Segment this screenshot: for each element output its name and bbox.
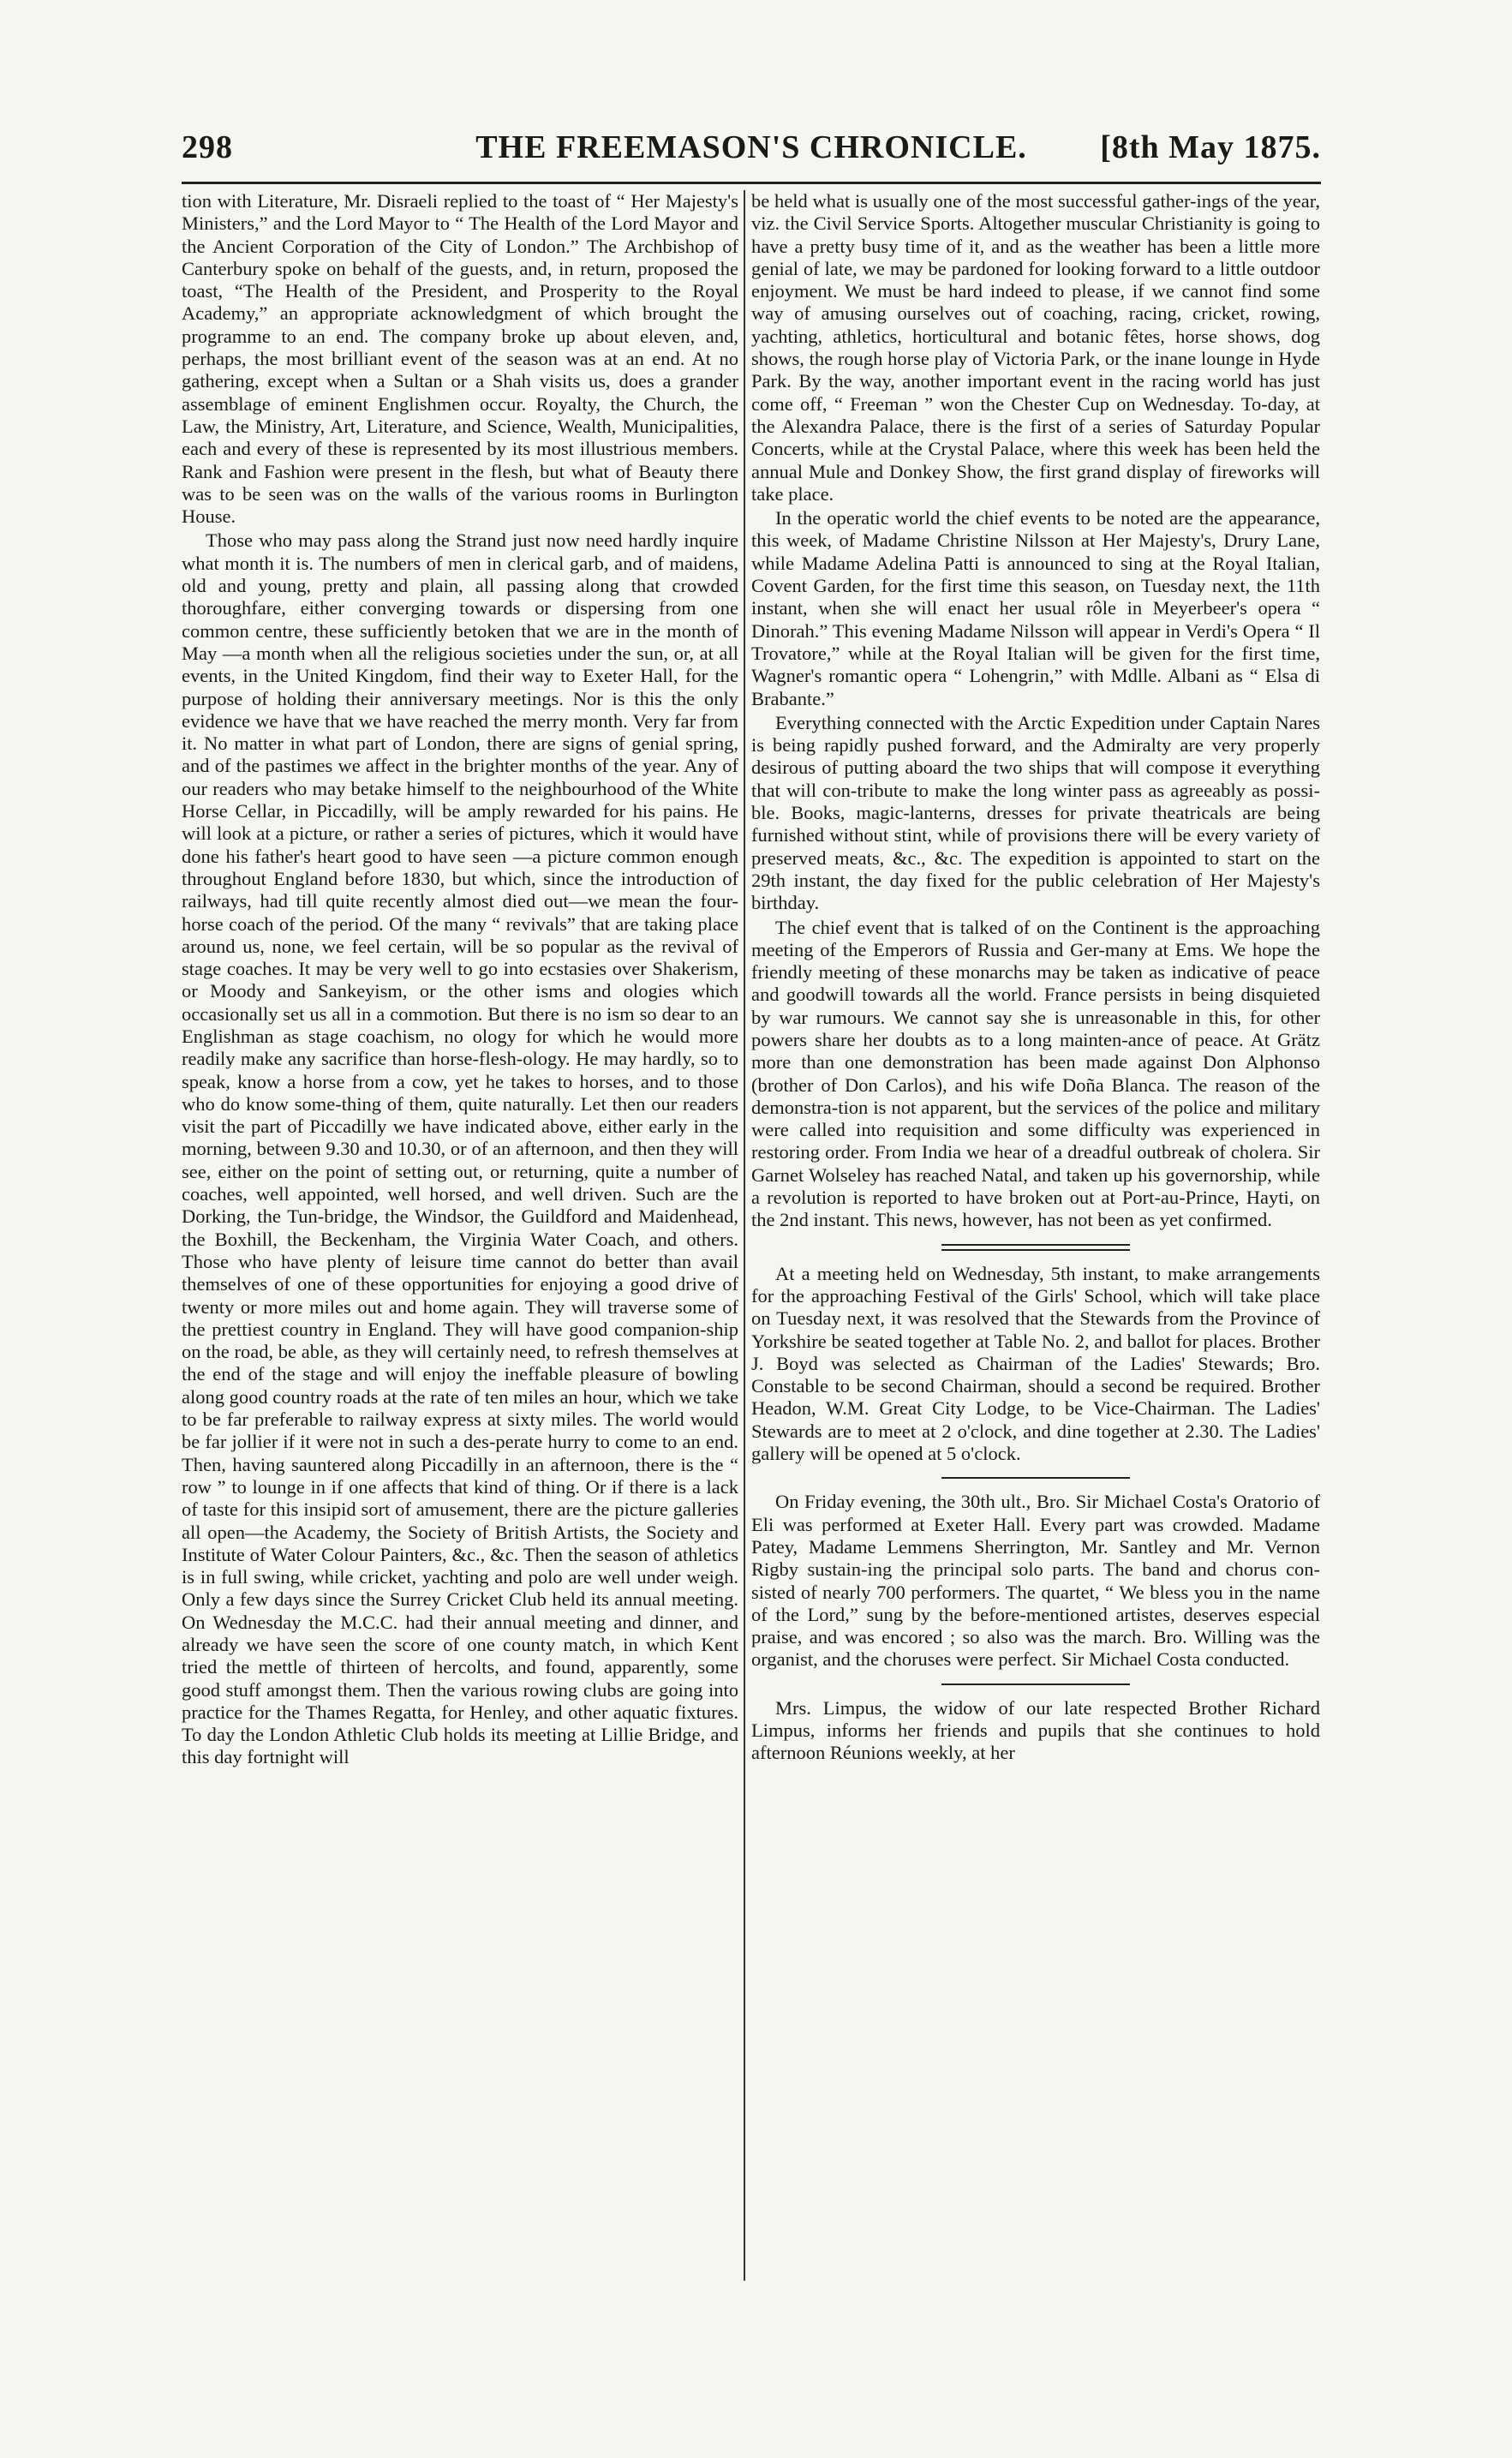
article-paragraph: Mrs. Limpus, the widow of our late respected Brother Richard Limpus, informs her friends and pupils that she continues to hold afternoon Réunions weekly, at her (751, 1696, 1320, 1764)
page-number: 298 (182, 129, 233, 165)
article-paragraph: Everything connected with the Arctic Expedition under Captain Nares is being rapidly pushed forward, and the Admiralty are very properly desirous of putting aboard the two ships that will compose it everything that will con-tribute to make the long winter pass as agreeably as possi-ble. Books, magic-lanterns, dresses for private theatricals are being furnished without stint, while of provisions there will be every variety of preserved meats, &c., &c. The expedition is appointed to start on the 29th instant, the day fixed for the public celebration of Her Majesty's birthday. (751, 711, 1320, 914)
article-paragraph: be held what is usually one of the most successful gather-ings of the year, viz. the Civil Service Sports. Altogether muscular Christianity is going to have a pretty busy time of it, and as the weather has been a little more genial of late, we may be pardoned for looking forward to a little outdoor enjoyment. We must be hard indeed to please, if we cannot find some way of amusing ourselves out of coaching, racing, cricket, rowing, yachting, athletics, horticultural and botanic fêtes, horse shows, dog shows, the rough horse play of Victoria Park, or the inane lounge in Hyde Park. By the way, another important event in the racing world has just come off, “ Freeman ” won the Chester Cup on Wednesday. To-day, at the Alexandra Palace, there is the first of a series of Saturday Popular Concerts, while at the Crystal Palace, where this week has been held the annual Mule and Donkey Show, the first grand display of fireworks will take place. (751, 190, 1320, 505)
article-paragraph: In the operatic world the chief events to be noted are the appearance, this week, of Madame Christine Nilsson at Her Majesty's, Drury Lane, while Madame Adelina Patti is announced to sing at the Royal Italian, Covent Garden, for the first time this season, on Tuesday next, the 11th instant, when she will enact her usual rôle in Meyerbeer's opera “ Dinorah.” This evening Madame Nilsson will appear in Verdi's Opera “ Il Trovatore,” while at the Royal Italian will be given for the first time, Wagner's romantic opera “ Lohengrin,” with Mdlle. Albani as “ Elsa di Brabante.” (751, 507, 1320, 709)
article-paragraph: On Friday evening, the 30th ult., Bro. Sir Michael Costa's Oratorio of Eli was performed at Exeter Hall. Every part was crowded. Madame Patey, Madame Lemmens Sherrington, Mr. Santley and Mr. Vernon Rigby sustain-ing the principal solo parts. The band and chorus con-sisted of nearly 700 performers. The quartet, “ We bless you in the name of the Lord,” sung by the before-mentioned artistes, deserves especial praise, and was encored ; so also was the march. Bro. Willing was the organist, and the choruses were perfect. Sir Michael Costa conducted. (751, 1491, 1320, 1671)
section-separator (751, 1684, 1320, 1685)
section-separator (751, 1244, 1320, 1251)
header-rule (182, 182, 1321, 184)
issue-date: [8th May 1875. (1100, 129, 1321, 165)
section-separator (751, 1477, 1320, 1479)
column-divider (744, 190, 745, 2281)
right-column (751, 190, 1320, 1767)
article-paragraph: Those who may pass along the Strand just now need hardly inquire what month it is. The numbers of men in clerical garb, and of maidens, old and young, pretty and plain, all passing along that crowded thoroughfare, either converging towards or dispersing from one common centre, these sufficiently betoken that we are in the month of May —a month when all the religious societies under the sun, or, at all events, in the United Kingdom, find their way to Exeter Hall, for the purpose of holding their anniversary meetings. Nor is this the only evidence we have that we have reached the merry month. Very far from it. No matter in what part of London, there are signs of genial spring, and of the pastimes we affect in the brighter months of the year. Any of our readers who may betake himself to the neighbourhood of the White Horse Cellar, in Piccadilly, will be amply rewarded for his pains. He will look at a picture, or rather a series of pictures, which it would have done his father's heart good to have seen —a picture common enough throughout England before 1830, but which, since the introduction of railways, had till quite recently almost died out—we mean the four-horse coach of the period. Of the many “ revivals” that are taking place around us, none, we feel certain, will be so popular as the revival of stage coaches. It may be very well to go into ecstasies over Shakerism, or Moody and Sankeyism, or the other isms and ologies which occasionally set us all in a commotion. But there is no ism so dear to an Englishman as stage coachism, no ology for which he would more readily make any sacrifice than horse-flesh-ology. He may hardly, so to speak, know a horse from a cow, yet he takes to horses, and to those who do know some-thing of them, quite naturally. Let then our readers visit the part of Piccadilly we have indicated above, either early in the morning, between 9.30 and 10.30, or of an afternoon, and then they will see, either on the point of setting out, or returning, quite a number of coaches, well appointed, well horsed, and well driven. Such are the Dorking, the Tun-bridge, the Windsor, the Guildford and Maidenhead, the Boxhill, the Beckenham, the Virginia Water Coach, and others. Those who have plenty of leisure time cannot do better than avail themselves of one of these opportunities for enjoying a good drive of twenty or more miles out and home again. They will traverse some of the prettiest country in England. They will have good companion-ship on the road, be able, as they will certainly need, to refresh themselves at the end of the stage and will enjoy the ineffable pleasure of bowling along good country roads at the rate of ten miles an hour, which we take to be far preferable to railway express at sixty miles. The world would be far jollier if it were not in such a des-perate hurry to come to an end. Then, having sauntered along Piccadilly in an afternoon, there is the “ row ” to lounge in if one affects that kind of thing. Or if there is a lack of taste for this insipid sort of amusement, there are the picture galleries all open—the Academy, the Society of British Artists, the Society and Institute of Water Colour Painters, &c., &c. Then the season of athletics is in full swing, while cricket, yachting and polo are well under weigh. Only a few days since the Surrey Cricket Club held its annual meeting. On Wednesday the M.C.C. had their annual meeting and dinner, and already we have seen the score of one county match, in which Kent tried the mettle of thirteen of hercolts, and found, apparently, some good stuff amongst them. Then the various rowing clubs are going into practice for the Thames Regatta, for Henley, and other aquatic fixtures. To day the London Athletic Club holds its meeting at Lillie Bridge, and this day fortnight will (182, 529, 738, 1768)
article-paragraph: tion with Literature, Mr. Disraeli replied to the toast of “ Her Majesty's Ministers,” and the Lord Mayor to “ The Health of the Lord Mayor and the Ancient Corporation of the City of London.” The Archbishop of Canterbury spoke on behalf of the guests, and, in return, proposed the toast, “The Health of the President, and Prosperity to the Royal Academy,” an appropriate acknowledgment of which brought the programme to an end. The company broke up about eleven, and, perhaps, the most brilliant event of the season was at an end. At no gathering, except when a Sultan or a Shah visits us, does a grander assemblage of eminent Englishmen occur. Royalty, the Church, the Law, the Ministry, Art, Literature, and Science, Wealth, Municipalities, each and every of these is represented by its most illustrious members. Rank and Fashion were present in the flesh, but what of Beauty there was to be seen was on the walls of the various rooms in Burlington House. (182, 190, 738, 528)
article-paragraph: At a meeting held on Wednesday, 5th instant, to make arrangements for the approaching Festival of the Girls' School, which will take place on Tuesday next, it was resolved that the Stewards from the Province of Yorkshire be seated together at Table No. 2, and ballot for places. Brother J. Boyd was selected as Chairman of the Ladies' Stewards; Bro. Constable to be second Chairman, should a second be required. Brother Headon, W.M. Great City Lodge, to be Vice-Chairman. The Ladies' Stewards are to meet at 2 o'clock, and dine together at 2.30. The Ladies' gallery will be opened at 5 o'clock. (751, 1262, 1320, 1465)
left-column (182, 190, 738, 1771)
article-paragraph: The chief event that is talked of on the Continent is the approaching meeting of the Emperors of Russia and Ger-many at Ems. We hope the friendly meeting of these monarchs may be taken as indicative of peace and goodwill towards all the world. France persists in being disquieted by war rumours. We cannot say she is unreasonable in this, for other powers share her doubts as to a long mainten-ance of peace. At Grätz more than one demonstration has been made against Don Alphonso (brother of Don Carlos), and his wife Doña Blanca. The reason of the demonstra-tion is not apparent, but the services of the police and military were called into requisition and some difficulty was experienced in restoring order. From India we hear of a dreadful outbreak of cholera. Sir Garnet Wolseley has reached Natal, and taken up his governorship, while a revolution is reported to have broken out at Port-au-Prince, Hayti, on the 2nd instant. This news, however, has not been as yet confirmed. (751, 916, 1320, 1231)
masthead-title: THE FREEMASON'S CHRONICLE. (475, 129, 1027, 165)
page-header (182, 129, 1321, 188)
